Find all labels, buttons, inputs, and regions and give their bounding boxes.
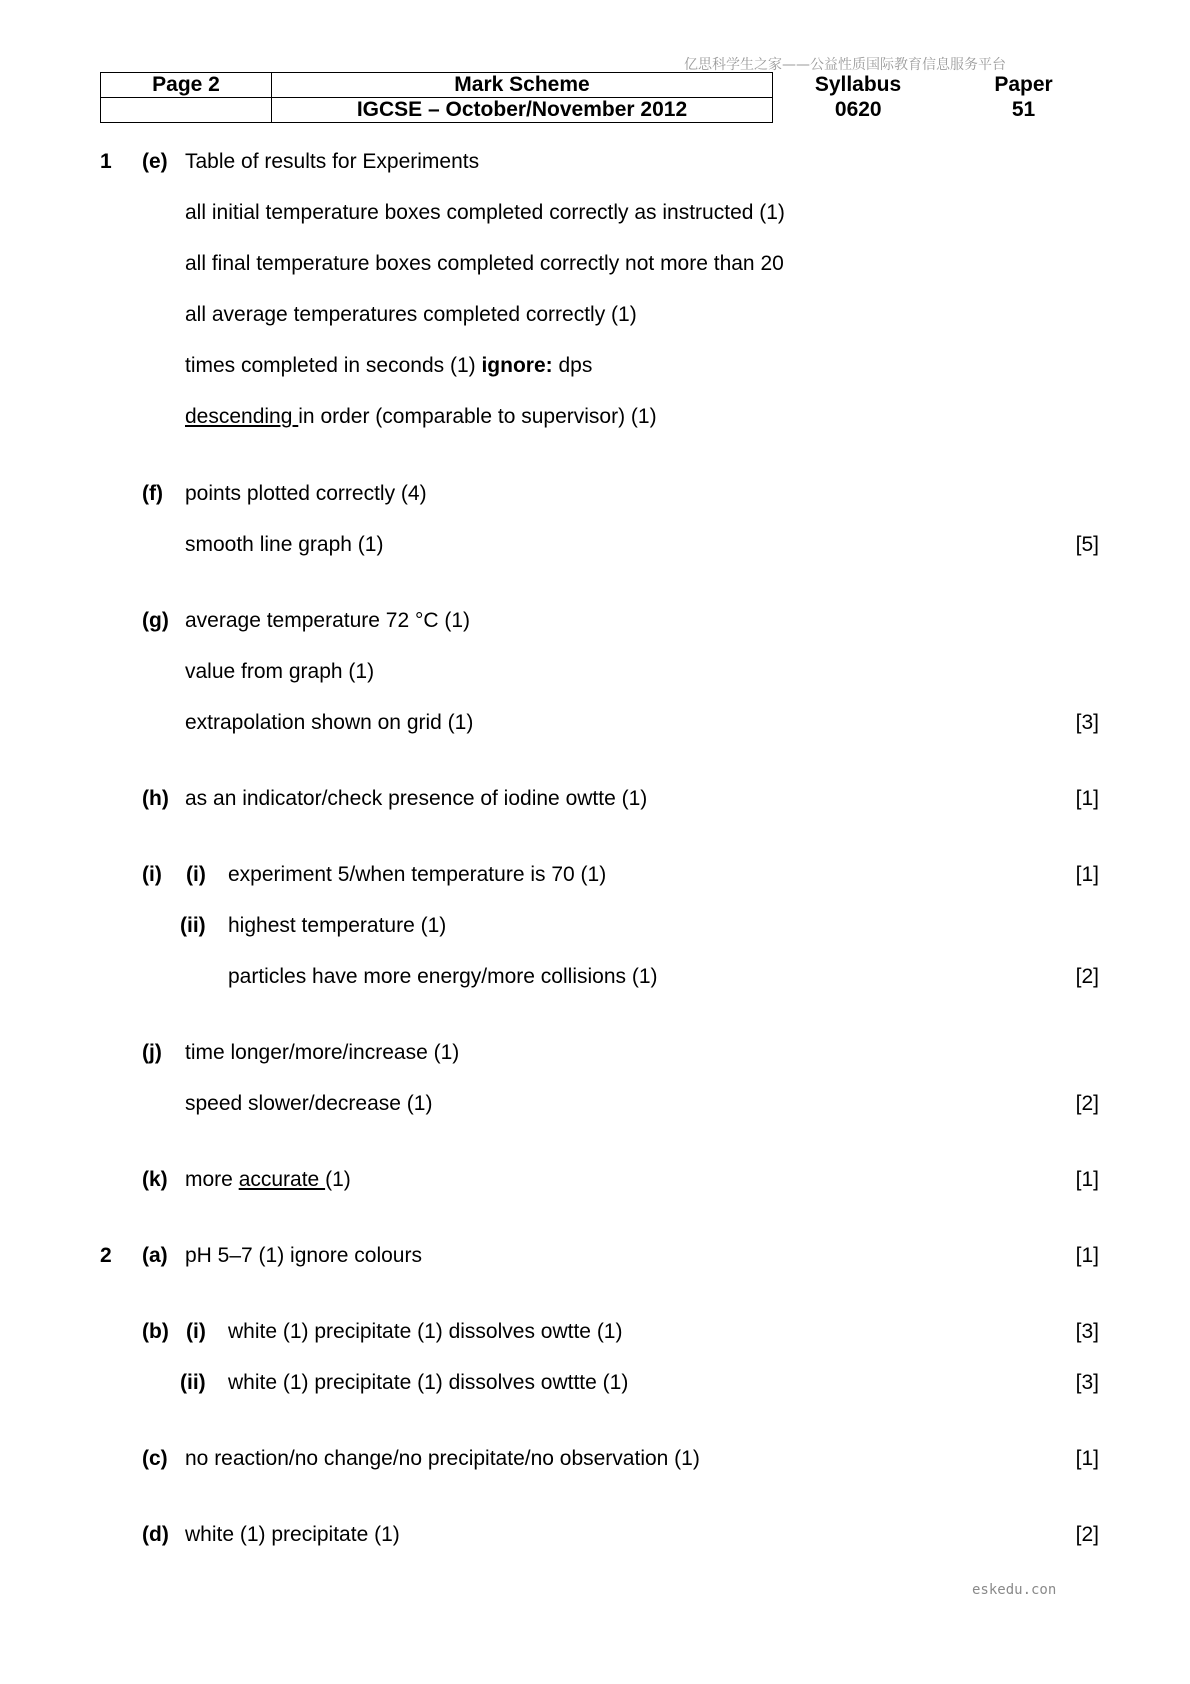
mark-allocation: [1] bbox=[1075, 1447, 1099, 1470]
part-label: (e) bbox=[142, 150, 168, 173]
header-empty-cell bbox=[101, 98, 272, 123]
mark-allocation: [1] bbox=[1075, 1244, 1099, 1267]
mark-allocation: [1] bbox=[1075, 787, 1099, 810]
answer-text bbox=[185, 353, 592, 379]
mark-allocation: [2] bbox=[1075, 965, 1099, 988]
text-part: (1) bbox=[325, 1168, 351, 1191]
subpart-label: (ii) bbox=[180, 1371, 206, 1394]
mark-allocation: [5] bbox=[1075, 533, 1099, 556]
answer-text: as an indicator/check presence of iodine owtte (1) bbox=[185, 787, 648, 810]
answer-text: smooth line graph (1) bbox=[185, 533, 384, 556]
answer-text: Table of results for Experiments bbox=[185, 150, 480, 173]
answer-text: highest temperature (1) bbox=[228, 914, 447, 937]
mark-allocation: [1] bbox=[1075, 863, 1099, 886]
part-label: (f) bbox=[142, 482, 163, 505]
answer-text: white (1) precipitate (1) dissolves owttte (1) bbox=[228, 1371, 629, 1394]
answer-text bbox=[185, 1167, 351, 1193]
answer-text: time longer/more/increase (1) bbox=[185, 1041, 460, 1064]
underlined-keyword: accurate bbox=[238, 1168, 326, 1191]
text-part: dps bbox=[552, 354, 593, 377]
answer-text: extrapolation shown on grid (1) bbox=[185, 711, 474, 734]
answer-text: speed slower/decrease (1) bbox=[185, 1092, 433, 1115]
mark-allocation: [2] bbox=[1075, 1092, 1099, 1115]
answer-text: particles have more energy/more collisions (1) bbox=[228, 965, 658, 988]
part-label: (c) bbox=[142, 1447, 168, 1470]
part-label: (j) bbox=[142, 1041, 162, 1064]
syllabus-value: 0620 bbox=[834, 98, 882, 121]
answer-text: experiment 5/when temperature is 70 (1) bbox=[228, 863, 607, 886]
watermark-text: 亿思科学生之家——公益性质国际教育信息服务平台 bbox=[684, 57, 1006, 73]
mark-allocation: [3] bbox=[1075, 1320, 1099, 1343]
header-table bbox=[100, 72, 1104, 123]
syllabus-label: Syllabus bbox=[814, 73, 902, 96]
part-label: (d) bbox=[142, 1523, 169, 1546]
question-number: 2 bbox=[100, 1244, 112, 1267]
ignore-keyword: ignore: bbox=[481, 354, 553, 377]
mark-allocation: [3] bbox=[1075, 1371, 1099, 1394]
subpart-label: (i) bbox=[186, 863, 206, 886]
answer-text: all initial temperature boxes completed correctly as instructed (1) bbox=[185, 201, 785, 224]
text-part: in order (comparable to supervisor) (1) bbox=[298, 405, 657, 428]
mark-allocation: [2] bbox=[1075, 1523, 1099, 1546]
underlined-keyword: descending bbox=[185, 405, 299, 428]
part-label: (a) bbox=[142, 1244, 168, 1267]
text-part: more bbox=[185, 1168, 239, 1191]
subpart-label: (i) bbox=[186, 1320, 206, 1343]
footer-watermark: eskedu.con bbox=[972, 1582, 1057, 1598]
question-number: 1 bbox=[100, 150, 112, 173]
part-label: (g) bbox=[142, 609, 169, 632]
answer-text: value from graph (1) bbox=[185, 660, 375, 683]
answer-text: points plotted correctly (4) bbox=[185, 482, 427, 505]
answer-text: all final temperature boxes completed correctly not more than 20 bbox=[185, 252, 784, 275]
doc-subtitle: IGCSE – October/November 2012 bbox=[272, 98, 773, 123]
part-label: (i) bbox=[142, 863, 162, 886]
page-number: Page 2 bbox=[101, 73, 272, 98]
doc-title: Mark Scheme bbox=[272, 73, 773, 98]
answer-text: all average temperatures completed correctly (1) bbox=[185, 303, 637, 326]
mark-allocation: [1] bbox=[1075, 1168, 1099, 1191]
answer-text bbox=[185, 404, 657, 430]
paper-value: 51 bbox=[1011, 98, 1036, 121]
answer-text: white (1) precipitate (1) bbox=[185, 1523, 400, 1546]
answer-text: white (1) precipitate (1) dissolves owtte (1) bbox=[228, 1320, 623, 1343]
part-label: (b) bbox=[142, 1320, 169, 1343]
text-part: times completed in seconds (1) bbox=[185, 354, 482, 377]
part-label: (h) bbox=[142, 787, 169, 810]
answer-text: no reaction/no change/no precipitate/no observation (1) bbox=[185, 1447, 700, 1470]
mark-allocation: [3] bbox=[1075, 711, 1099, 734]
paper-label: Paper bbox=[994, 73, 1053, 96]
subpart-label: (ii) bbox=[180, 914, 206, 937]
part-label: (k) bbox=[142, 1168, 168, 1191]
answer-text: average temperature 72 °C (1) bbox=[185, 609, 471, 632]
answer-text: pH 5–7 (1) ignore colours bbox=[185, 1244, 422, 1267]
